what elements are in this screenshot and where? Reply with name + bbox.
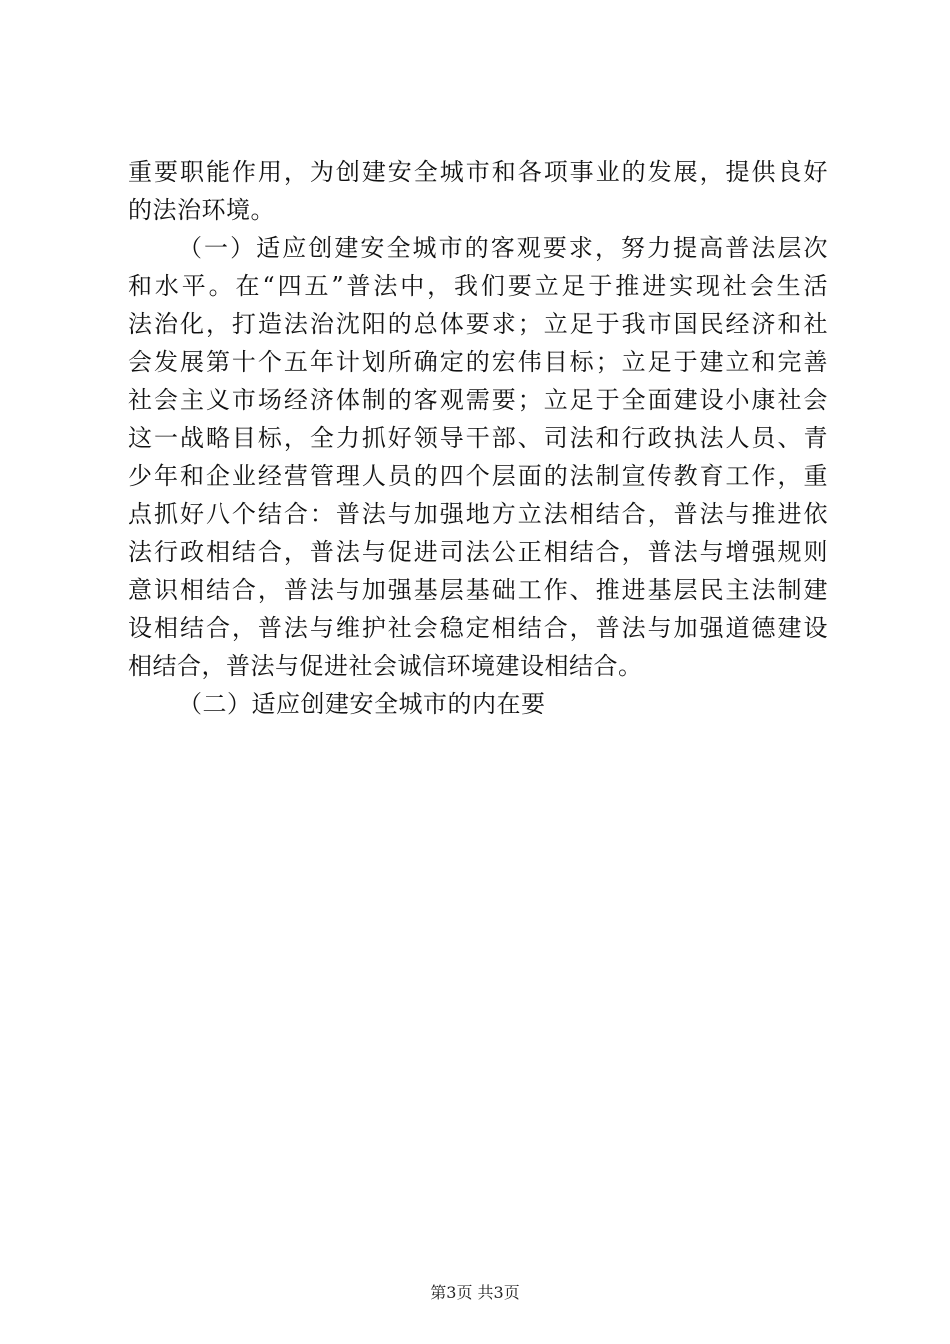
text-line: （二）适应创建安全城市的内在要: [178, 690, 546, 718]
page-number-footer: 第3页 共3页: [430, 1283, 520, 1302]
text-line: 意识相结合，普法与加强基层基础工作、推进基层民主法制建: [128, 576, 828, 604]
text-line: 设相结合，普法与维护社会稳定相结合，普法与加强道德建设: [128, 614, 828, 642]
text-line: 会发展第十个五年计划所确定的宏伟目标；立足于建立和完善: [128, 348, 828, 376]
text-line: 的法治环境。: [128, 196, 275, 224]
text-line: （一）适应创建安全城市的客观要求，努力提高普法层次: [178, 234, 828, 262]
text-line: 重要职能作用，为创建安全城市和各项事业的发展，提供良好: [128, 158, 828, 186]
text-line: 法行政相结合，普法与促进司法公正相结合，普法与增强规则: [128, 538, 828, 566]
text-line: 这一战略目标，全力抓好领导干部、司法和行政执法人员、青: [128, 424, 828, 452]
text-line: 点抓好八个结合：普法与加强地方立法相结合，普法与推进依: [128, 500, 828, 528]
text-line: 和水平。在“四五”普法中，我们要立足于推进实现社会生活: [128, 272, 828, 300]
text-line: 少年和企业经营管理人员的四个层面的法制宣传教育工作，重: [128, 462, 828, 490]
text-line: 法治化，打造法治沈阳的总体要求；立足于我市国民经济和社: [128, 310, 828, 338]
text-line: 社会主义市场经济体制的客观需要；立足于全面建设小康社会: [128, 386, 828, 414]
body-text: [128, 153, 828, 723]
text-line: 相结合，普法与促进社会诚信环境建设相结合。: [128, 652, 643, 680]
